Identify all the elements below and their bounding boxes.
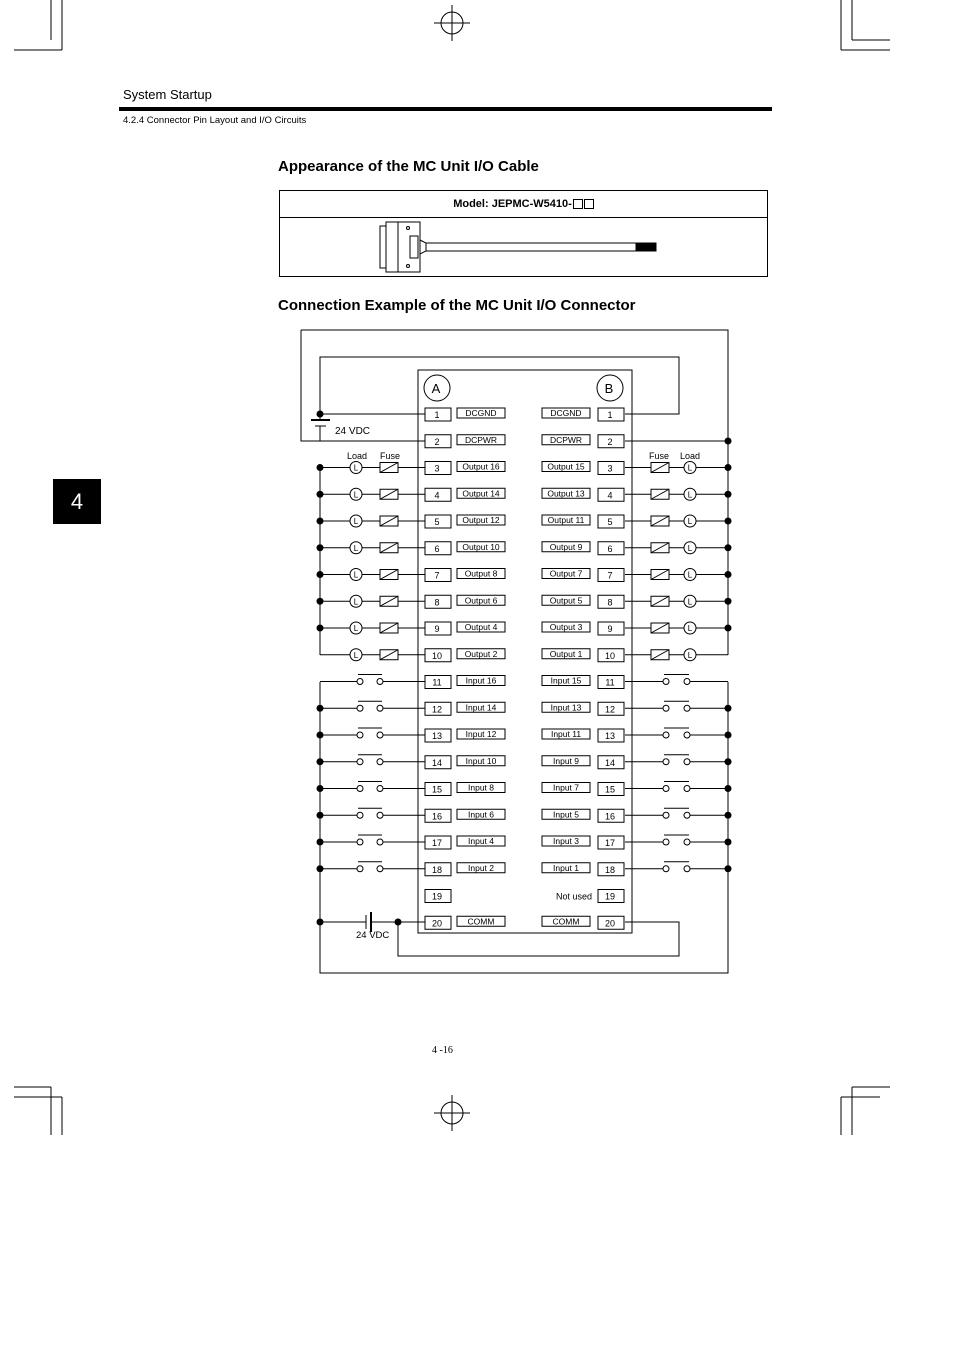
junction-dot <box>725 544 732 551</box>
signal-label-a: Input 4 <box>468 836 494 846</box>
signal-label-a: DCGND <box>465 408 497 418</box>
pin-number-a: 12 <box>431 704 443 715</box>
pin-number-a: 9 <box>434 624 440 634</box>
switch-terminal <box>377 732 383 738</box>
pin-number-a: 16 <box>431 811 443 822</box>
junction-dot <box>317 491 324 498</box>
switch-terminal <box>684 732 690 738</box>
switch-terminal <box>377 812 383 818</box>
switch-terminal <box>663 786 669 792</box>
switch-terminal <box>357 732 363 738</box>
switch-terminal <box>357 759 363 765</box>
signal-label-b: Output 5 <box>549 595 583 606</box>
pin-number-a: 14 <box>431 757 443 768</box>
junction-dot <box>725 464 732 471</box>
pin-number-a: 10 <box>431 650 443 661</box>
signal-label-a: Input 8 <box>468 782 494 793</box>
connection-heading: Connection Example of the MC Unit I/O Connector <box>278 297 636 314</box>
pin-number-b: 18 <box>604 864 616 875</box>
switch-terminal <box>684 679 690 685</box>
switch-terminal <box>377 866 383 872</box>
switch-terminal <box>377 839 383 845</box>
section-header: System Startup <box>123 87 212 102</box>
pin-number-a: 17 <box>431 838 443 848</box>
signal-label-a: Output 6 <box>464 595 498 606</box>
junction-dot <box>725 812 732 819</box>
model-label: Model: JEPMC-W5410- <box>453 198 572 210</box>
pin-number-b: 8 <box>607 597 613 608</box>
load-symbol: L <box>687 650 693 660</box>
signal-label-a: Output 2 <box>464 648 498 659</box>
signal-label-a: Input 16 <box>465 675 497 686</box>
pin-number-a: 2 <box>434 436 440 447</box>
load-symbol: L <box>353 650 359 660</box>
switch-terminal <box>663 705 669 711</box>
junction-dot <box>725 571 732 578</box>
switch-terminal <box>663 732 669 738</box>
junction-dot <box>317 571 324 578</box>
load-symbol: L <box>687 597 693 607</box>
pin-number-a: 20 <box>431 918 443 929</box>
signal-label-b: DCPWR <box>549 434 583 445</box>
pin-number-a: 19 <box>431 891 443 902</box>
junction-dot <box>317 705 324 712</box>
pin-number-a: 7 <box>434 570 440 581</box>
load-symbol: L <box>687 517 693 526</box>
pin-number-b: 15 <box>604 784 616 795</box>
cable-heading: Appearance of the MC Unit I/O Cable <box>278 158 539 175</box>
pin-number-b: 6 <box>607 543 613 554</box>
switch-terminal <box>684 786 690 792</box>
load-symbol: L <box>687 490 693 500</box>
switch-terminal <box>377 679 383 685</box>
pin-number-a: 18 <box>431 864 443 875</box>
junction-dot <box>725 732 732 739</box>
signal-label-b: Output 11 <box>547 515 585 525</box>
load-symbol: L <box>687 624 693 633</box>
junction-dot <box>317 785 324 792</box>
switch-terminal <box>684 866 690 872</box>
row-b-label: B <box>604 381 614 396</box>
pin-number-b: 17 <box>604 838 616 848</box>
fuse-label-a: Fuse <box>380 451 401 461</box>
signal-label-a: Input 10 <box>465 755 497 766</box>
pin-number-a: 5 <box>434 517 440 527</box>
signal-label-b: Input 3 <box>553 836 579 846</box>
load-symbol: L <box>687 463 693 473</box>
switch-terminal <box>377 705 383 711</box>
pin-number-b: 3 <box>607 463 613 474</box>
pin-number-a: 4 <box>434 490 440 501</box>
signal-label-a: Output 12 <box>462 515 500 525</box>
switch-terminal <box>357 786 363 792</box>
switch-terminal <box>684 705 690 711</box>
junction-dot <box>725 705 732 712</box>
switch-terminal <box>663 679 669 685</box>
load-label-a: Load <box>347 451 368 461</box>
pin-number-b: 9 <box>607 624 613 634</box>
pin-number-b: 1 <box>607 410 613 420</box>
signal-label-b: Input 15 <box>550 675 582 686</box>
supply-top-label: 24 VDC <box>335 426 371 437</box>
pin-number-b: 7 <box>607 570 613 581</box>
signal-label-a: Output 4 <box>464 622 498 632</box>
signal-label-b: Input 1 <box>553 862 579 873</box>
junction-dot <box>395 919 402 926</box>
pin-number-a: 3 <box>434 463 440 474</box>
junction-dot <box>317 464 324 471</box>
load-symbol: L <box>353 543 359 553</box>
signal-label-a: Input 14 <box>465 702 497 713</box>
signal-label-a: Input 12 <box>465 729 497 739</box>
signal-label-a: Output 16 <box>462 461 500 472</box>
load-symbol: L <box>687 543 693 553</box>
junction-dot <box>725 758 732 765</box>
junction-dot <box>317 732 324 739</box>
junction-dot <box>317 544 324 551</box>
junction-dot <box>317 625 324 632</box>
signal-label-b: Input 9 <box>553 755 579 766</box>
signal-label-b: Output 7 <box>549 568 583 579</box>
switch-terminal <box>377 759 383 765</box>
junction-dot <box>317 865 324 872</box>
signal-label-b: COMM <box>552 916 580 927</box>
switch-terminal <box>377 786 383 792</box>
junction-dot <box>725 438 732 445</box>
load-symbol: L <box>353 624 359 633</box>
switch-terminal <box>684 759 690 765</box>
load-symbol: L <box>687 570 693 580</box>
switch-terminal <box>357 839 363 845</box>
chapter-tab: 4 <box>53 479 101 524</box>
junction-dot <box>317 839 324 846</box>
switch-terminal <box>357 705 363 711</box>
pin-number-a: 1 <box>434 410 440 420</box>
load-symbol: L <box>353 597 359 607</box>
pin-number-b: 13 <box>604 731 616 741</box>
signal-label-b: Output 15 <box>547 461 585 472</box>
load-symbol: L <box>353 463 359 473</box>
pin-number-b: 10 <box>604 650 616 661</box>
load-symbol: L <box>353 517 359 526</box>
switch-terminal <box>684 812 690 818</box>
switch-terminal <box>357 812 363 818</box>
junction-dot <box>317 411 324 418</box>
pin-number-a: 13 <box>431 731 443 741</box>
signal-label-a: Input 6 <box>468 809 494 820</box>
pin-number-b: 16 <box>604 811 616 822</box>
subsection-title: 4.2.4 Connector Pin Layout and I/O Circuits <box>123 115 307 126</box>
switch-terminal <box>663 866 669 872</box>
junction-dot <box>725 598 732 605</box>
pin-number-a: 15 <box>431 784 443 795</box>
pin-number-b: 14 <box>604 757 616 768</box>
switch-terminal <box>663 812 669 818</box>
junction-dot <box>725 839 732 846</box>
signal-label-a: COMM <box>467 916 495 927</box>
outer-wire-left <box>301 330 320 441</box>
junction-dot <box>317 919 324 926</box>
signal-label-a: Output 10 <box>462 541 500 552</box>
signal-label-b: Output 9 <box>549 541 583 552</box>
fuse-label-b: Fuse <box>649 451 670 461</box>
junction-dot <box>725 785 732 792</box>
row-a-label: A <box>431 381 441 396</box>
signal-label-b: Input 7 <box>553 782 579 793</box>
pin-number-b: 11 <box>605 677 615 688</box>
junction-dot <box>317 598 324 605</box>
outer-wire-dcpwr <box>301 330 728 441</box>
pin-number-b: 2 <box>607 436 613 447</box>
signal-label-b: Output 13 <box>547 488 585 499</box>
junction-dot <box>725 865 732 872</box>
pin-number-a: 11 <box>432 677 442 688</box>
pin-number-b: 20 <box>604 918 616 929</box>
pin-number-b: 4 <box>607 490 613 501</box>
supply-bottom-label: 24 VDC <box>356 930 390 941</box>
signal-label-b: Output 3 <box>549 622 583 632</box>
signal-label-b: Output 1 <box>549 648 583 659</box>
page-number: 4 -16 <box>432 1045 453 1056</box>
signal-label-a: DCPWR <box>464 434 498 445</box>
pin-number-a: 6 <box>434 543 440 554</box>
junction-dot <box>725 491 732 498</box>
junction-dot <box>317 518 324 525</box>
load-label-b: Load <box>680 451 701 461</box>
switch-terminal <box>684 839 690 845</box>
switch-terminal <box>663 839 669 845</box>
load-symbol: L <box>353 490 359 500</box>
load-symbol: L <box>353 570 359 580</box>
junction-dot <box>317 812 324 819</box>
signal-label-a: Output 8 <box>464 568 498 579</box>
switch-terminal <box>357 866 363 872</box>
junction-dot <box>725 518 732 525</box>
junction-dot <box>317 758 324 765</box>
dcgnd-loop <box>320 357 679 414</box>
pin-number-b: 5 <box>607 517 613 527</box>
signal-label-a: Output 14 <box>462 488 500 499</box>
signal-label-b: Input 5 <box>553 809 579 820</box>
signal-label-b: Input 11 <box>550 729 582 739</box>
switch-terminal <box>663 759 669 765</box>
signal-label-a: Input 2 <box>468 862 494 873</box>
signal-label-b: Input 13 <box>550 702 582 713</box>
signal-label-b: Not used <box>555 891 593 902</box>
pin-number-a: 8 <box>434 597 440 608</box>
signal-label-b: DCGND <box>550 408 582 418</box>
pin-number-b: 12 <box>604 704 616 715</box>
junction-dot <box>725 625 732 632</box>
switch-terminal <box>357 679 363 685</box>
pin-number-b: 19 <box>604 891 616 902</box>
